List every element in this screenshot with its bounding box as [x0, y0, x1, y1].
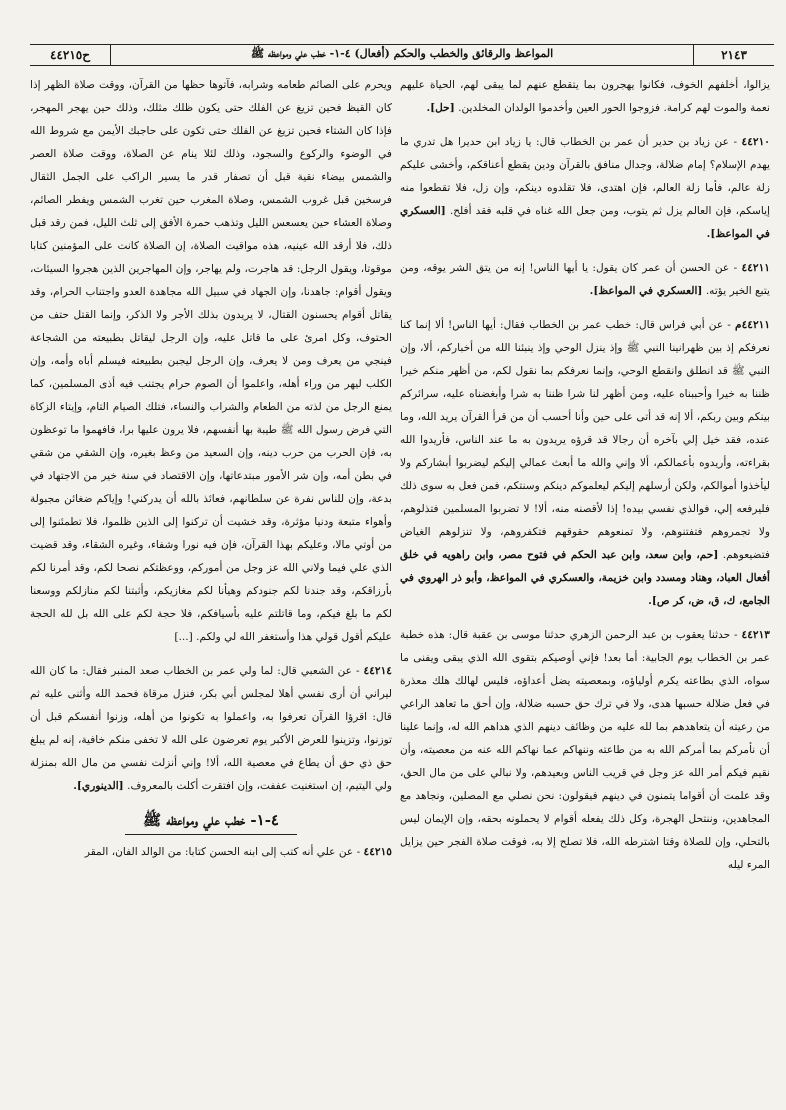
- hadith-text: - عن علي أنه كتب إلى ابنه الحسن كتابا: من الوالد الفان، المقر: [84, 846, 361, 858]
- paragraph-text: يزالوا، أخلفهم الخوف، فكانوا يهجرون بما يتقطع عنهم لما يبقى لهم، الحياة عليهم نعمة والموت لهم كرامة. فزوجوا الحور العين وأخدموا الولدان المخلدين.: [400, 79, 770, 114]
- hadith-number: ٤٤٢١١م: [735, 319, 770, 331]
- paragraph-text: ويحرم على الصائم طعامه وشرابه، فآتوها حظها من القرآن، ووقت صلاة الظهر إذا كان القيظ فحين تزيغ عن الفلك حتى يكون ظلك مثلك، وذلك حين يهجر المهجر، فإذا كان الشتاء فحين تزيغ عن الفلك حتى تكون على حاجبك الأيمن مع شروط الله في الوضوء والركوع والسجود، وذلك لئلا ينام عن الصلاة، ووقت صلاة العصر والشمس بيضاء نقية قبل أن تصفار قدر ما يسير الراكب على الجمل الثقال فرسخين قبل غروب الشمس، وصلاة المغرب حين تغرب الشمس ويفطر الصائم، وصلاة العشاء حين يعسعس الليل وتذهب حمرة الأفق إلى ثلث الليل، فمن رقد قبل ذلك، فلا أرقد الله عينيه، هذه مواقيت الصلاة، إن الصلاة كانت على المؤمنين كتابا موقوتا، ويقول الرجل: قد هاجرت، ولم يهاجر، وإن المهاجرين الذين هجروا السيئات، ويقول أقوام: جاهدنا، وإن الجهاد في سبيل الله مجاهدة العدو واجتناب الحرام، وقد يقاتل أقوام يحسنون القتال، لا يريدون بذلك الأجر ولا الذكر، وإنما القتل حتف من الحتوف، وكل امرئ على ما قاتل عليه، وإن الرجل ليقاتل بطبيعته من الشجاعة فينجي من يعرف ومن لا يعرف، وإن الرجل ليجبن بطبيعته فيسلم أباه وأمه، وإن الكلب ليهر من وراء أهله، واعلموا أن الصوم حرام يجتنب فيه أذى المسلمين، كما يمنع الرجل من لذته من الطعام والشراب والنساء، فتلك الصيام التام، وإيتاء الزكاة التي فرض رسول الله ﷺ طيبة بها أنفسهم، فلا يرون عليها برا، فافهموا ما توعظون به، فإن الحرب من حرب دينه، وإن السعيد من وعظ بغيره، وإن الشقي من شقي في بطن أمه، وإن شر الأمور مبتدعاتها، وإن الاقتصاد في سنة خير من الاجتهاد في بدعة، وإن للناس نفرة عن سلطانهم، فعائذ بالله أن يدركني! وإياكم ضغائن مجبولة وأهواء متبعة ودنيا مؤثرة، وقد خشيت أن تركنوا إلى الذين ظلموا، فلا تطمئنوا إلى من أوتي مالا، وعليكم بهذا القرآن، فإن فيه نورا وشفاء، وغيره الشقاء، وقد قضيت الذي علي فيما ولاني الله عز وجل من أموركم، ووعظتكم نصحا لكم، وقد أمرنا لكم بأرزاقكم، وقد جندنا لكم جنودكم وهيأنا لكم مغازيكم، وأثبتنا لكم منازلكم ووسعنا لكم ما بلغ فيكم، وما قاتلتم عليه بأسيافكم، فلا حجة لكم على الله بل لله الحجة عليكم أقول قولي هذا وأستغفر الله لي ولكم. [...]: [30, 79, 392, 643]
- hadith-text: - حدثنا يعقوب بن عبد الرحمن الزهري حدثنا موسى بن عقبة قال: هذه خطبة عمر بن الخطاب يوم الجابية: أما بعد! فإني أوصيكم بتقوى الله الذي يبقى ويفنى ما سواه، الذي بطاعته يكرم أولياؤه، وبمعصيته يضل أعداؤه، فليس لهالك هلك معذرة في فعل ضلالة حسبها هدى، ولا في ترك حق حسبه ضلالة، وإن أحق ما تعاهد الراعي من رعيته أن يتعاهدهم بما لله عليه من وظائف دينهم الذي هداهم الله له، وإنما علينا أن نأمركم بما أمركم الله به من طاعته وننهاكم عما نهاكم الله عنه من معصيته، وأن نقيم فيكم أمر الله عز وجل في قريب الناس وبعيدهم، ولا نبالي على من مال الحق، وقد علمت أن أقواما يتمنون في دينهم فيقولون: نحن نصلي مع المصلين، ونجاهد مع المجاهدين، وننتحل الهجرة، وكل ذلك يفعله أقوام لا يحملونه بحقه، وإن الإيمان ليس بالتحلي، وإن للصلاة وقتا اشترطه الله، فلا تصلح إلا به، فوقت صلاة الفجر حين يزايل المرء ليله: [400, 629, 770, 871]
- hadith-entry: [400, 131, 770, 246]
- hadith-number: ٤٤٢١١: [741, 262, 770, 274]
- hadith-entry: [400, 257, 770, 303]
- left-text-column: [30, 74, 392, 1104]
- hadith-number: ٤٤٢١٠: [741, 136, 770, 148]
- hadith-range-label: ح٤٤٢١٥: [30, 45, 111, 65]
- hadith-entry: [30, 660, 392, 798]
- source-citation: [العسكري في المواعظ].: [589, 285, 703, 297]
- section-heading: [30, 809, 392, 835]
- source-citation: [الدينوري].: [73, 780, 124, 792]
- page-header: [30, 44, 774, 66]
- hadith-number: ٤٤٢١٥: [363, 846, 392, 858]
- source-citation: [حل].: [426, 102, 455, 114]
- source-citation: [حم، وابن سعد، وابن عبد الحكم في فتوح مصر، وابن راهويه في خلق أفعال العباد، وهناد ومسدد وابن خزيمة، والعسكري في المواعظ، وأبو ذر الهروي في الجامع، ك، ق، ض، كر ص].: [400, 549, 770, 607]
- hadith-entry: [400, 624, 770, 877]
- paragraph: [400, 74, 770, 120]
- hadith-text: - عن الشعبي قال: لما ولي عمر بن الخطاب صعد المنبر فقال: ما كان الله ليراني أن أرى نفسي أهلا لمجلس أبي بكر، فنزل مرقاة فحمد الله وأثنى عليه ثم قال: اقرؤا القرآن تعرفوا به، واعملوا به تكونوا من أهله، وزنوا أنفسكم قبل أن توزنوا، وتزينوا للعرض الأكبر يوم تعرضون على الله لا تخفى منكم خافية، إنه لم يبلغ حق ذي حق أن يطاع في معصية الله، ألا! وإني أنزلت نفسي من مال الله بمنزلة ولي اليتيم، إن استغنيت عففت، وإن افتقرت أكلت بالمعروف.: [30, 665, 392, 792]
- hadith-text: - عن زياد بن حدير أن عمر بن الخطاب قال: يا زياد ابن حديرا هل تدري ما يهدم الإسلام؟ إمام ضلالة، وجدال منافق بالقرآن ودين يقطع أعناقكم، وأخشى عليكم زلة عالم، فأما زلة العالم، فإن اهتدى، فلا تقلدوه دينكم، وإن زل، فلا تقطعوا منه إياسكم، فإن العالم يزل ثم يتوب، ومن جعل الله غناه في قلبه فقد أفلح.: [400, 136, 770, 217]
- hadith-entry: [400, 314, 770, 613]
- hadith-entry: [30, 841, 392, 864]
- hadith-text: - عن أبي فراس قال: خطب عمر بن الخطاب فقال: أيها الناس! ألا إنما كنا نعرفكم إذ بين ظهرانينا النبي ﷺ وإذ ينزل الوحي وإذ ينبئنا الله من أخباركم، ألا، وإن النبي ﷺ قد انطلق وانقطع الوحي، وإنما نعرفكم بما نقول لكم، من أظهر منكم خيرا ظننا به خيرا وأحببناه عليه، ومن أظهر لنا شرا ظننا به شرا وأبغضناه عليه، سرائركم بينكم وبين ربكم، ألا إنه قد أتى على حين وأنا أحسب أن من قرأ القرآن يريد الله، وما عنده، فقد خيل إلي بآخره أن رجالا قد قرؤه يريدون به ما عند الناس، فأريدوا الله بقراءته، وأريدوه بأعمالكم، ألا وإني والله ما أبعث عمالي إليكم ليضربوا أبشاركم ولا ليأخذوا أموالكم، ولكن أرسلهم إليكم ليعلموكم دينكم وسنتكم، فمن فعل به سوى ذلك فليرفعه إلي، فوالذي نفسي بيده! إذا لأقصنه منه، ألا! لا تضربوا المسلمين فتذلوهم، ولا تجمروهم فتفتنوهم، ولا تمنعوهم حقوقهم فتكفروهم، ولا تنزلوهم الغياض فتضيعوهم.: [400, 319, 770, 561]
- hadith-number: ٤٤٢١٣: [741, 629, 770, 641]
- page-number: ٢١٤٣: [693, 45, 774, 65]
- running-title: المواعظ والرقائق والخطب والحكم (أفعال) ٤-١- خطب علي ومواعظه ﷺ: [250, 47, 554, 60]
- hadith-text: - عن الحسن أن عمر كان يقول: يا أيها الناس! إنه من يتق الشر يوقه، ومن يتبع الخير يؤته.: [400, 262, 770, 297]
- section-heading-text: ٤-١- خطب علي ومواعظه ﷺ: [125, 809, 297, 835]
- hadith-number: ٤٤٢١٤: [363, 665, 392, 677]
- source-citation: [العسكري في المواعظ].: [400, 205, 770, 240]
- right-text-column: [400, 74, 770, 1104]
- paragraph: [30, 74, 392, 649]
